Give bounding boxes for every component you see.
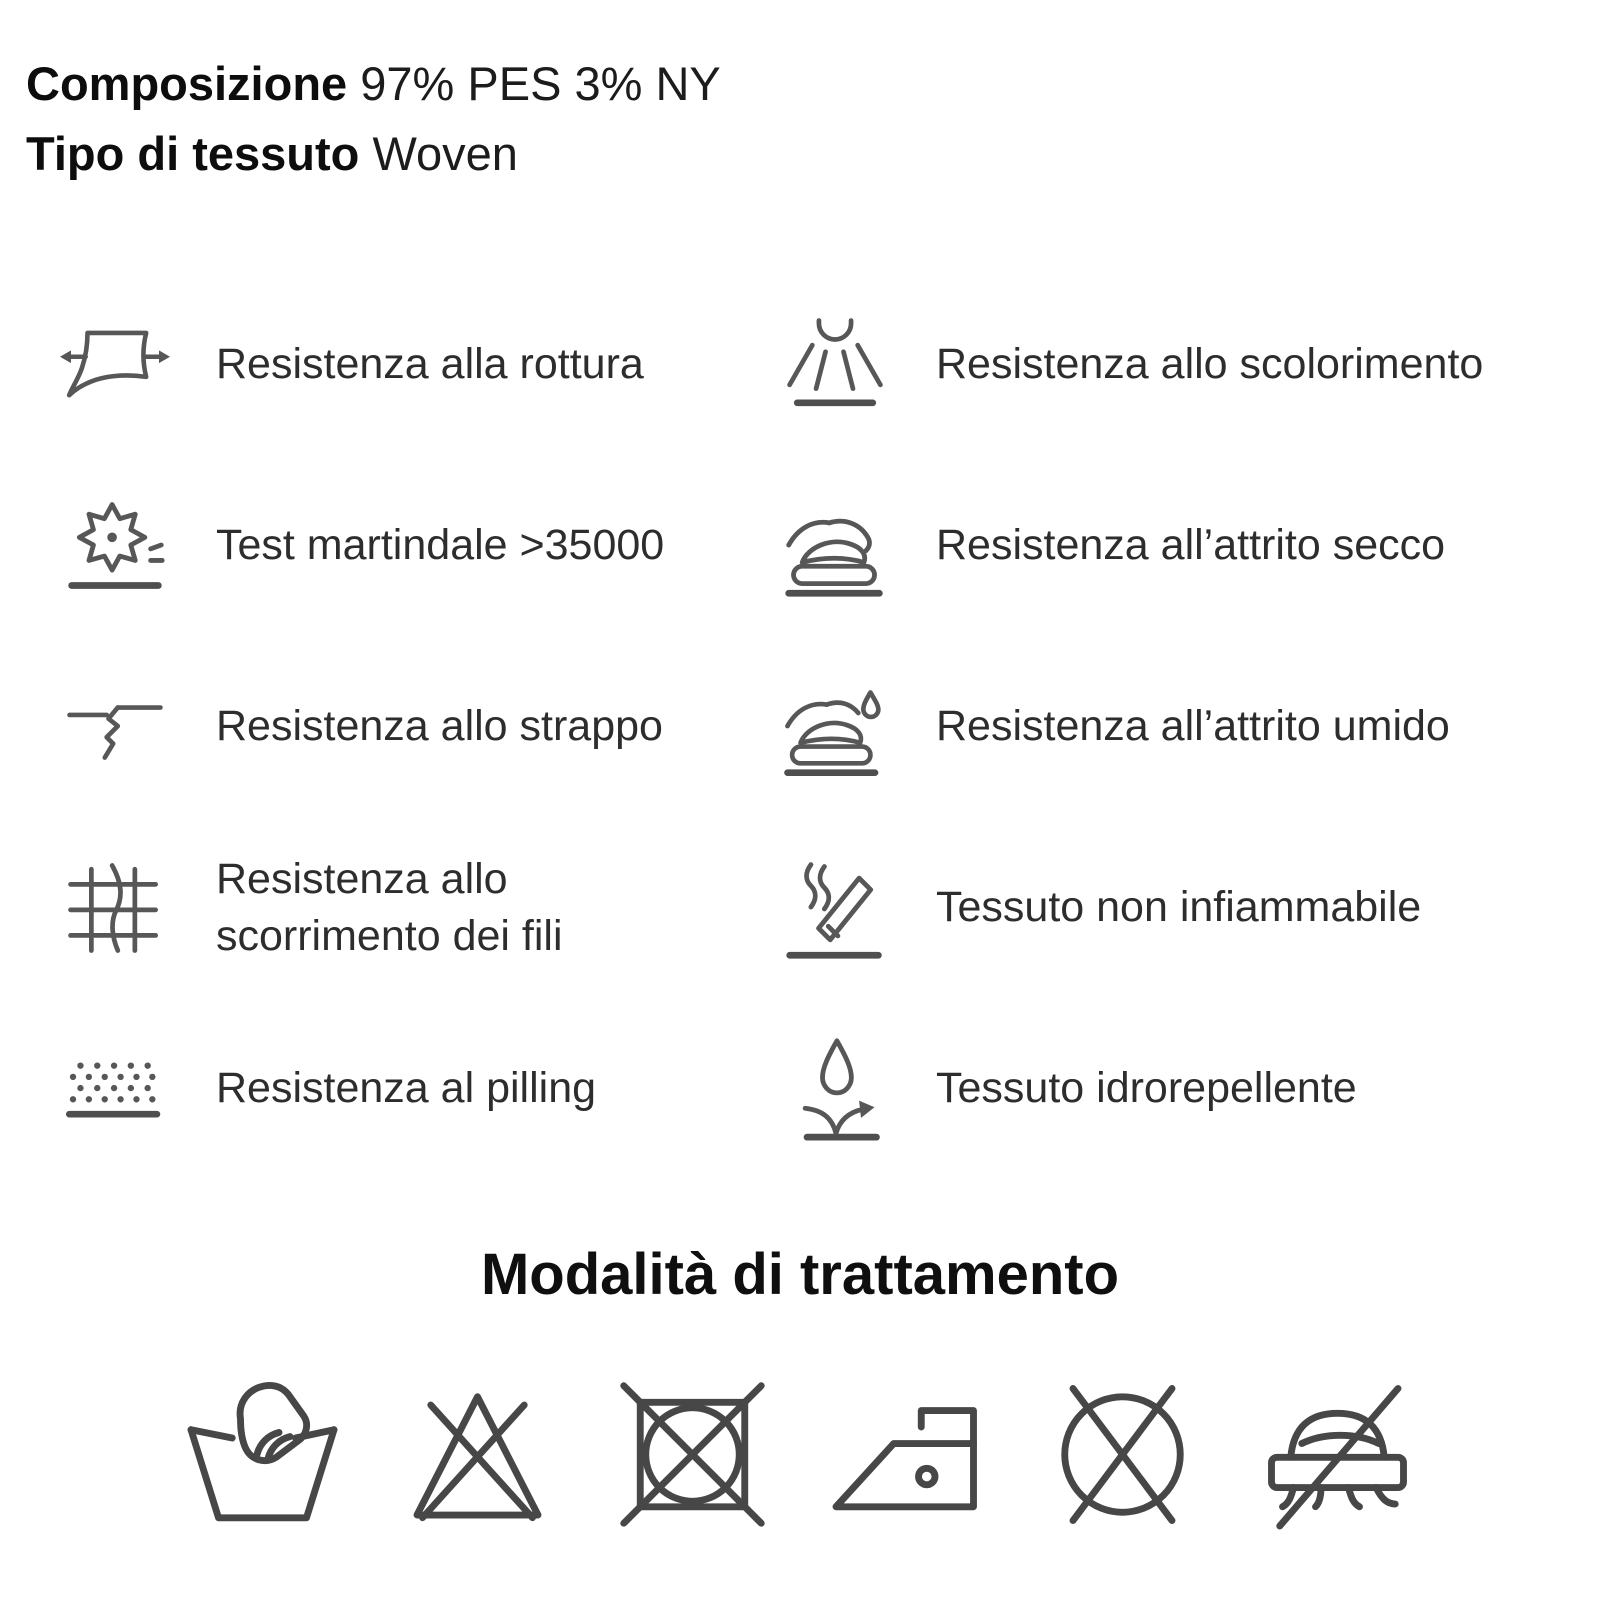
feature-dry-rub (780, 490, 1600, 602)
feature-colorfastness (780, 309, 1600, 421)
pilling-resistance-icon (60, 1033, 170, 1145)
do-not-tumble-dry-icon (610, 1372, 775, 1537)
feature-pilling (60, 1033, 780, 1145)
feature-label: Test martindale >35000 (216, 521, 665, 570)
care-symbols-row (0, 1372, 1600, 1537)
iron-low-temperature-icon (825, 1372, 990, 1537)
composition-label: Composizione (26, 57, 348, 110)
tear-resistance-icon (60, 671, 170, 783)
feature-label: Resistenza allo scorrimento dei fili (216, 854, 563, 960)
fabric-type-label: Tipo di tessuto (26, 127, 360, 180)
thread-slippage-icon (60, 852, 170, 964)
wet-rub-resistance-icon (780, 671, 890, 783)
break-resistance-icon (60, 309, 170, 421)
feature-label: Resistenza all’attrito secco (936, 521, 1446, 570)
feature-label: Tessuto idrorepellente (936, 1064, 1357, 1113)
do-not-brush-icon (1255, 1372, 1420, 1537)
non-flammable-icon (780, 852, 890, 964)
feature-martindale (60, 490, 780, 602)
do-not-bleach-icon (395, 1372, 560, 1537)
fabric-spec-header (0, 0, 1600, 182)
feature-label: Tessuto non infiammabile (936, 883, 1422, 932)
feature-label: Resistenza allo scolorimento (936, 340, 1484, 389)
composition-value: 97% PES 3% NY (360, 57, 721, 110)
feature-label: Resistenza al pilling (216, 1064, 597, 1113)
feature-break-resistance (60, 309, 780, 421)
feature-grid (0, 274, 1600, 1179)
feature-label: Resistenza allo strappo (216, 702, 663, 751)
fabric-type-line (26, 126, 1600, 182)
do-not-dry-clean-icon (1040, 1372, 1205, 1537)
feature-tear (60, 671, 780, 783)
composition-line (26, 56, 1600, 112)
colorfastness-icon (780, 309, 890, 421)
feature-label: Resistenza all’attrito umido (936, 702, 1450, 751)
martindale-test-icon (60, 490, 170, 602)
feature-label: Resistenza alla rottura (216, 340, 644, 389)
feature-water-repellent (780, 1033, 1600, 1145)
feature-non-flammable (780, 852, 1600, 964)
feature-thread-slippage (60, 851, 780, 965)
hand-wash-icon (180, 1372, 345, 1537)
dry-rub-resistance-icon (780, 490, 890, 602)
treatment-section-title: Modalità di trattamento (480, 1242, 1120, 1307)
feature-wet-rub (780, 671, 1600, 783)
water-repellent-icon (780, 1033, 890, 1145)
fabric-type-value: Woven (372, 127, 518, 180)
